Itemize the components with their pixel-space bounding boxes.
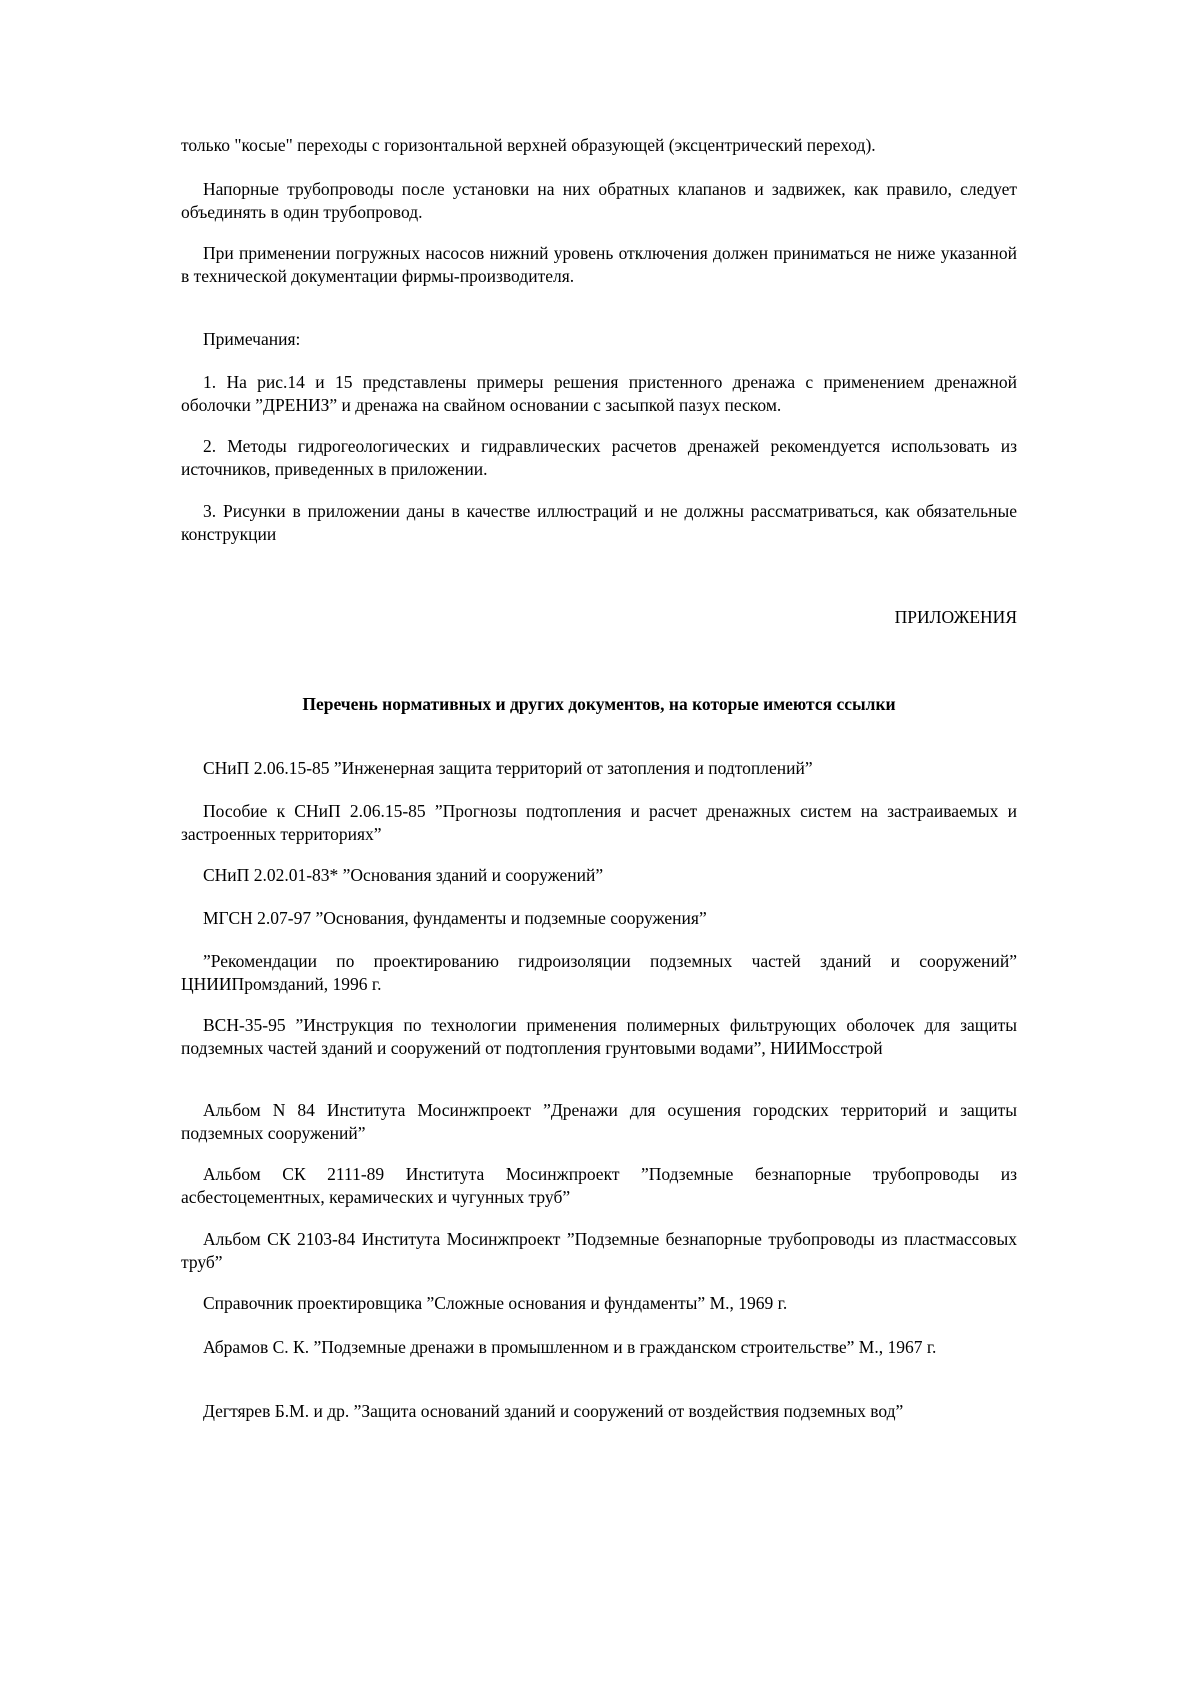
- paragraph-continuation: только "косые" переходы с горизонтальной верхней образующей (эксцентрический переход).: [181, 135, 876, 155]
- reference-item: Альбом СК 2103-84 Института Мосинжпроект ”Подземные безнапорные трубопроводы из пластмассовых труб”: [181, 1229, 1017, 1272]
- reference-item: Справочник проектировщика ”Сложные основания и фундаменты” М., 1969 г.: [203, 1293, 788, 1313]
- reference-item: Альбом N 84 Института Мосинжпроект ”Дренажи для осушения городских территорий и защиты подземных сооружений”: [181, 1100, 1017, 1143]
- appendix-heading: ПРИЛОЖЕНИЯ: [894, 607, 1017, 627]
- note-item: 1. На рис.14 и 15 представлены примеры решения пристенного дренажа с применением дренажной оболочки ”ДРЕНИЗ” и дренажа на свайном основании с засыпкой пазух песком.: [181, 372, 1017, 415]
- reference-item: Альбом СК 2111-89 Института Мосинжпроект ”Подземные безнапорные трубопроводы из асбестоцементных, керамических и чугунных труб”: [181, 1164, 1017, 1207]
- notes-title: Примечания:: [203, 329, 301, 349]
- reference-item: ”Рекомендации по проектированию гидроизоляции подземных частей зданий и сооружений” ЦНИИПромзданий, 1996 г.: [181, 951, 1017, 994]
- note-item: 3. Рисунки в приложении даны в качестве иллюстраций и не должны рассматриваться, как обязательные конструкции: [181, 501, 1017, 544]
- reference-item: СНиП 2.06.15-85 ”Инженерная защита территорий от затопления и подтоплений”: [203, 758, 813, 778]
- reference-item: СНиП 2.02.01-83* ”Основания зданий и сооружений”: [203, 865, 604, 885]
- reference-item: ВСН-35-95 ”Инструкция по технологии применения полимерных фильтрующих оболочек для защиты подземных частей зданий и сооружений от подтопления грунтовыми водами”, НИИМосстрой: [181, 1015, 1017, 1058]
- reference-item: МГСН 2.07-97 ”Основания, фундаменты и подземные сооружения”: [203, 908, 707, 928]
- note-item: 2. Методы гидрогеологических и гидравлических расчетов дренажей рекомендуется использовать из источников, приведенных в приложении.: [181, 436, 1017, 479]
- paragraph-submersible-pumps: При применении погружных насосов нижний уровень отключения должен приниматься не ниже указанной в технической документации фирмы-производителя.: [181, 243, 1017, 286]
- reference-item: Абрамов С. К. ”Подземные дренажи в промышленном и в гражданском строительстве” М., 1967 г.: [203, 1337, 937, 1357]
- reference-item: Дегтярев Б.М. и др. ”Защита оснований зданий и сооружений от воздействия подземных вод”: [203, 1401, 904, 1421]
- paragraph-pressure-pipelines: Напорные трубопроводы после установки на них обратных клапанов и задвижек, как правило, следует объединять в один трубопровод.: [181, 179, 1017, 222]
- references-title: Перечень нормативных и других документов, на которые имеются ссылки: [302, 694, 896, 714]
- reference-item: Пособие к СНиП 2.06.15-85 ”Прогнозы подтопления и расчет дренажных систем на застраиваемых и застроенных территориях”: [181, 801, 1017, 844]
